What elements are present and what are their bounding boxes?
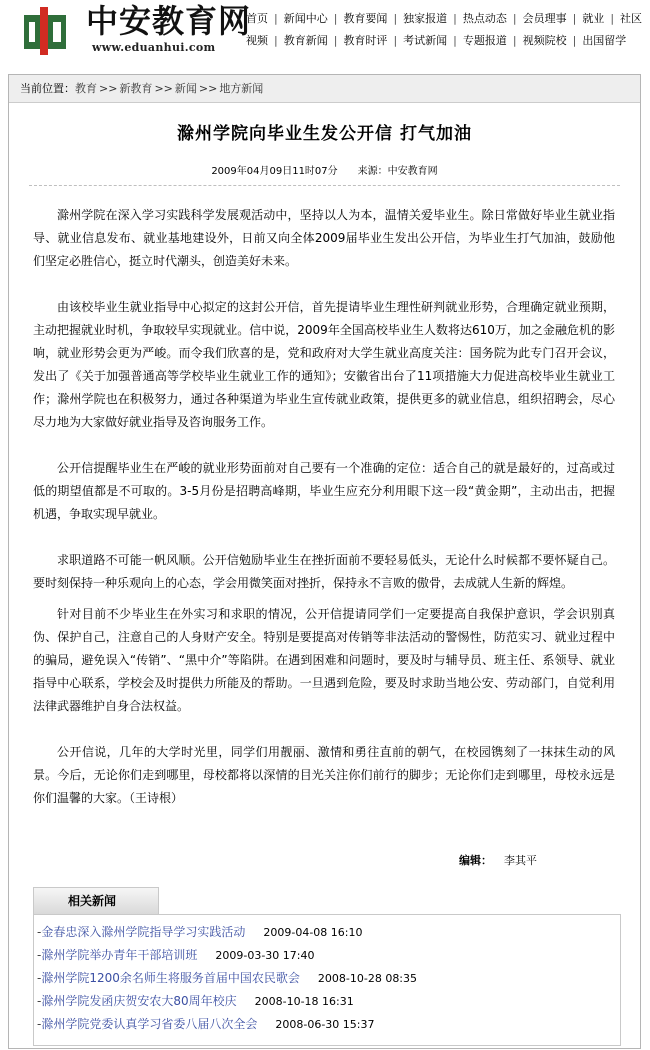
related-news-date: 2009-04-08 16:10 xyxy=(263,926,363,939)
article-container xyxy=(8,74,641,1049)
nav-item-video-schools[interactable]: 视频院校 xyxy=(522,34,567,47)
top-navigation xyxy=(246,8,650,56)
nav-item-commentary[interactable]: 教育时评 xyxy=(343,34,388,47)
editor-line xyxy=(459,852,537,868)
nav-separator: | xyxy=(393,12,398,25)
related-news-link[interactable]: 滁州学院1200余名师生将服务首届中国农民歌会 xyxy=(41,971,300,985)
nav-item-exam-news[interactable]: 考试新闻 xyxy=(403,34,448,47)
article-paragraph: 针对目前不少毕业生在外实习和求职的情况，公开信提请同学们一定要提高自我保护意识，学会识别真伪、保护自己，注意自己的人身财产安全。特别是要提高对传销等非法活动的警惕性，防范实习、就业过程中的骗局，避免误入“传销”、“黑中介”等陷阱。在遇到困难和问题时，要及时与辅导员、班主任、系领导、就业指导中心联系，学校会及时提供力所能及的帮助。一旦遇到危险，要及时求助当地公安、劳动部门，自觉利用法律武器维护自身合法权益。 xyxy=(33,607,615,713)
nav-item-education-news[interactable]: 教育要闻 xyxy=(343,12,388,25)
article-meta xyxy=(9,162,640,177)
article-paragraph: 求职道路不可能一帆风顺。公开信勉励毕业生在挫折面前不要轻易低头，无论什么时候都不要怀疑自己。要时刻保持一种乐观向上的心态，学会用微笑面对挫折，保持永不言败的傲骨，去成就人生新的辉煌。 xyxy=(33,553,615,590)
nav-item-members[interactable]: 会员理事 xyxy=(522,12,567,25)
list-bullet: - xyxy=(37,971,42,985)
list-item xyxy=(34,990,620,1013)
nav-item-employment[interactable]: 就业 xyxy=(582,12,605,25)
article-paragraph: 滁州学院在深入学习实践科学发展观活动中，坚持以人为本，温情关爱毕业生。除日常做好毕业生就业指导、就业信息发布、就业基地建设外，日前又向全体2009届毕业生发出公开信，为毕业生打气加油，鼓励他们坚定必胜信心，挺立时代潮头，创造美好未来。 xyxy=(33,208,615,268)
nav-item-home[interactable]: 首页 xyxy=(246,12,268,25)
breadcrumb-item-local-news[interactable]: 地方新闻 xyxy=(219,82,264,95)
article-paragraph: 公开信提醒毕业生在严峻的就业形势面前对自己要有一个准确的定位：适合自己的就是最好的，过高或过低的期望值都是不可取的。3-5月份是招聘高峰期，毕业生应充分利用眼下这一段“黄金期”，主动出击，把握机遇，争取实现早就业。 xyxy=(33,461,615,521)
nav-item-hot-topics[interactable]: 热点动态 xyxy=(462,12,507,25)
breadcrumb-item-new-education[interactable]: 新教育 xyxy=(119,82,153,95)
editor-name: 李其平 xyxy=(504,854,537,867)
related-news-heading: 相关新闻 xyxy=(33,887,159,914)
related-news-link[interactable]: 滁州学院发函庆贺安农大80周年校庆 xyxy=(41,994,237,1008)
nav-separator: | xyxy=(453,34,457,47)
related-news-date: 2008-10-28 08:35 xyxy=(317,972,418,985)
article-title: 滁州学院向毕业生发公开信 打气加油 xyxy=(177,124,472,144)
related-news-date: 2008-10-18 16:31 xyxy=(254,995,354,1008)
related-news-link[interactable]: 滁州学院党委认真学习省委八届八次全会 xyxy=(41,1017,258,1031)
breadcrumb xyxy=(9,75,640,103)
nav-separator: | xyxy=(572,34,577,47)
nav-separator: | xyxy=(274,12,278,25)
nav-separator: | xyxy=(333,34,338,47)
nav-separator: | xyxy=(572,12,577,25)
logo-text[interactable]: 中安教育网 xyxy=(86,2,252,40)
breadcrumb-label: 当前位置： xyxy=(20,82,75,95)
list-item xyxy=(34,944,620,967)
breadcrumb-separator: >> xyxy=(99,82,118,95)
breadcrumb-separator: >> xyxy=(198,82,218,95)
article-date: 2009年04月09日11时07分 xyxy=(211,166,338,177)
list-item xyxy=(34,967,620,990)
related-news-date: 2008-06-30 15:37 xyxy=(275,1018,375,1031)
nav-separator: | xyxy=(274,34,278,47)
list-bullet: - xyxy=(37,1017,42,1031)
meta-divider xyxy=(29,185,620,186)
related-news-date: 2009-03-30 17:40 xyxy=(215,949,315,962)
breadcrumb-item-news[interactable]: 新闻 xyxy=(174,82,197,95)
nav-separator: | xyxy=(453,12,457,25)
nav-item-community[interactable]: 社区 xyxy=(620,12,643,25)
nav-item-edu-news[interactable]: 教育新闻 xyxy=(283,34,328,47)
nav-item-study-abroad[interactable]: 出国留学 xyxy=(582,34,627,47)
nav-item-special-reports[interactable]: 专题报道 xyxy=(462,34,507,47)
nav-item-video[interactable]: 视频 xyxy=(246,34,268,47)
list-item xyxy=(34,1013,620,1036)
nav-item-exclusive[interactable]: 独家报道 xyxy=(403,12,448,25)
site-header xyxy=(0,0,650,62)
logo-url: www.eduanhui.com xyxy=(92,41,216,54)
nav-row-2 xyxy=(246,30,650,52)
editor-label: 编辑： xyxy=(459,854,492,867)
list-item xyxy=(34,921,620,944)
nav-separator: | xyxy=(512,12,517,25)
nav-separator: | xyxy=(512,34,517,47)
nav-separator: | xyxy=(393,34,398,47)
list-bullet: - xyxy=(37,925,42,939)
breadcrumb-item-education[interactable]: 教育 xyxy=(75,82,97,95)
nav-row-1 xyxy=(246,8,650,30)
related-news-link[interactable]: 金春忠深入滁州学院指导学习实践活动 xyxy=(41,925,246,939)
source-label: 来源： xyxy=(357,166,388,177)
list-bullet: - xyxy=(37,948,42,962)
article-body xyxy=(33,204,615,833)
article-paragraph: 公开信说，几年的大学时光里，同学们用靓丽、激情和勇往直前的朝气，在校园镌刻了一抹抹生动的风景。今后，无论你们走到哪里，母校都将以深情的目光关注你们前行的脚步；无论你们走到哪里，母校永远是你们温馨的大家。（王诗根） xyxy=(33,745,615,805)
logo-icon[interactable] xyxy=(20,5,72,57)
related-news-list xyxy=(33,914,621,1046)
list-bullet: - xyxy=(37,994,42,1008)
nav-separator: | xyxy=(610,12,615,25)
nav-item-news-center[interactable]: 新闻中心 xyxy=(283,12,328,25)
related-news-link[interactable]: 滁州学院举办青年干部培训班 xyxy=(41,948,198,962)
nav-separator: | xyxy=(333,12,338,25)
breadcrumb-separator: >> xyxy=(154,82,173,95)
article-source: 中安教育网 xyxy=(387,166,438,177)
article-paragraph: 由该校毕业生就业指导中心拟定的这封公开信，首先提请毕业生理性研判就业形势，合理确定就业预期，主动把握就业时机，争取较早实现就业。信中说，2009年全国高校毕业生人数将达610万，加之金融危机的影响，就业形势会更为严峻。而令我们欣喜的是，党和政府对大学生就业高度关注：国务院为此专门召开会议，发出了《关于加强普通高等学校毕业生就业工作的通知》；安徽省出台了11项措施大力促进高校毕业生就业工作；滁州学院也在积极努力，通过各种渠道为毕业生宣传就业政策，提供更多的就业信息，组织招聘会，尽心尽力地为大家做好就业指导及咨询服务工作。 xyxy=(33,300,615,429)
